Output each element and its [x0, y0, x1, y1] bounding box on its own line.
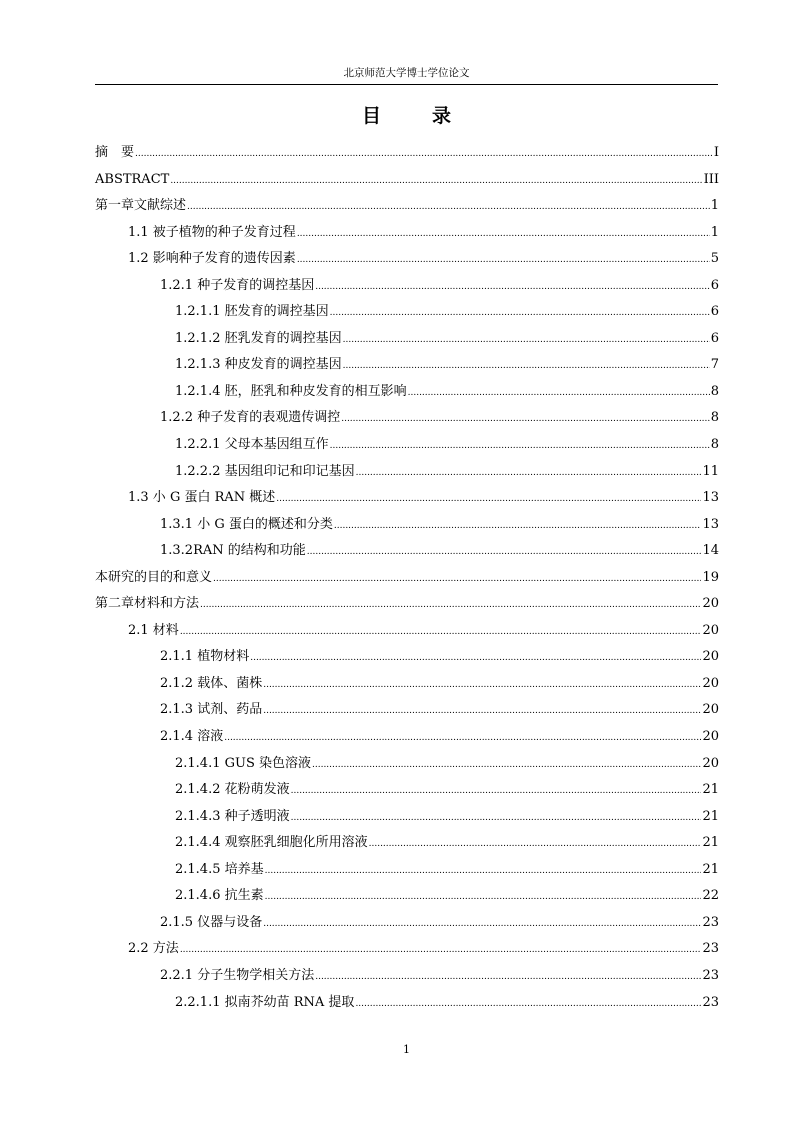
toc-entry-label: 2.1.4.1 GUS 染色溶液: [175, 755, 311, 771]
toc-entry-page: 20: [702, 755, 719, 771]
toc-entry[interactable]: [95, 644, 719, 671]
toc-entry[interactable]: [95, 432, 719, 459]
toc-entry-page: 23: [702, 967, 719, 983]
toc-entry-label: 2.1.2 载体、菌株: [160, 675, 263, 691]
toc-leader-dots: [341, 406, 710, 432]
toc-leader-dots: [180, 937, 702, 963]
toc-entry-label: 1.2.1.1 胚发育的调控基因: [175, 304, 329, 320]
toc-entry-label: 2.1.3 试剂、药品: [160, 702, 263, 718]
toc-leader-dots: [343, 353, 710, 379]
toc-entry-label: 2.2.1 分子生物学相关方法: [160, 967, 315, 983]
toc-entry[interactable]: [95, 883, 719, 910]
toc-entry[interactable]: [95, 246, 719, 273]
toc-entry-label: 1.3.1 小 G 蛋白的概述和分类: [160, 516, 333, 532]
toc-entry-label: 1.3.2RAN 的结构和功能: [160, 543, 306, 559]
toc-entry[interactable]: [95, 140, 719, 167]
toc-leader-dots: [291, 805, 702, 831]
toc-entry-label: 2.1.4.6 抗生素: [175, 888, 264, 904]
toc-entry[interactable]: [95, 405, 719, 432]
toc-entry-label: 1.2.1.3 种皮发育的调控基因: [175, 357, 342, 373]
toc-leader-dots: [355, 991, 701, 1017]
toc-leader-dots: [297, 221, 710, 247]
toc-leader-dots: [213, 566, 701, 592]
toc-leader-dots: [276, 486, 701, 512]
toc-entry-page: 5: [710, 251, 719, 267]
toc-entry[interactable]: [95, 591, 719, 618]
toc-entry-label: 1.2.1 种子发育的调控基因: [160, 277, 315, 293]
toc-entry-label: 1.2.2.2 基因组印记和印记基因: [175, 463, 355, 479]
toc-entry-label: 2.1.5 仪器与设备: [160, 914, 263, 930]
toc-entry[interactable]: [95, 485, 719, 512]
header-rule: [95, 84, 718, 85]
toc-entry-page: 23: [702, 941, 719, 957]
toc-leader-dots: [250, 645, 701, 671]
toc-entry-label: 1.3 小 G 蛋白 RAN 概述: [128, 490, 276, 506]
page-title: 目 录: [361, 105, 467, 127]
toc-entry-page: 20: [702, 622, 719, 638]
toc-leader-dots: [330, 300, 710, 326]
toc-entry-page: 21: [702, 861, 719, 877]
toc-entry-label: 摘 要: [95, 145, 135, 160]
toc-entry-page: 6: [710, 330, 719, 346]
toc-entry-page: 21: [702, 782, 719, 798]
toc-leader-dots: [263, 672, 701, 698]
toc-entry-page: 21: [702, 808, 719, 824]
toc-leader-dots: [312, 752, 701, 778]
toc-entry-page: 7: [710, 357, 719, 373]
toc-entry-page: 13: [702, 516, 719, 532]
toc-entry-page: 1: [710, 224, 719, 240]
toc-entry-label: 2.1 材料: [128, 622, 179, 638]
toc-leader-dots: [224, 725, 701, 751]
toc-entry[interactable]: [95, 167, 719, 194]
toc-entry-page: 8: [710, 410, 719, 426]
toc-entry-label: 1.2.2.1 父母本基因组互作: [175, 437, 329, 453]
toc-leader-dots: [180, 619, 702, 645]
toc-entry-page: 23: [702, 994, 719, 1010]
toc-entry[interactable]: [95, 857, 719, 884]
toc-leader-dots: [187, 194, 710, 220]
toc-entry-page: 21: [702, 835, 719, 851]
toc-leader-dots: [170, 168, 702, 194]
toc-entry-page: 8: [710, 437, 719, 453]
toc-entry-label: 第二章材料和方法: [95, 596, 200, 612]
toc-entry[interactable]: [95, 936, 719, 963]
toc-leader-dots: [307, 539, 702, 565]
toc-entry[interactable]: [95, 963, 719, 990]
toc-entry-page: 20: [702, 649, 719, 665]
toc-leader-dots: [334, 513, 702, 539]
toc-entry-label: 第一章文献综述: [95, 198, 187, 214]
toc-entry-label: 2.2 方法: [128, 941, 179, 957]
toc-entry-page: 1: [710, 198, 719, 214]
toc-leader-dots: [263, 698, 701, 724]
page-header: 北京师范大学博士学位论文: [343, 67, 470, 79]
toc-entry-label: 1.2.1.2 胚乳发育的调控基因: [175, 330, 342, 346]
toc-entry-page: 20: [702, 702, 719, 718]
toc-leader-dots: [408, 380, 710, 406]
toc-entry-page: 22: [702, 888, 719, 904]
toc-entry[interactable]: [95, 326, 719, 353]
page-number: 1: [403, 1043, 410, 1056]
toc-entry[interactable]: [95, 459, 719, 486]
toc-leader-dots: [263, 911, 701, 937]
toc-entry-label: 2.1.1 植物材料: [160, 649, 250, 665]
toc-leader-dots: [265, 884, 702, 910]
toc-entry[interactable]: [95, 379, 719, 406]
toc-entry-page: I: [713, 145, 719, 160]
toc-leader-dots: [356, 460, 702, 486]
toc-entry-page: 11: [702, 463, 719, 479]
toc-leader-dots: [135, 141, 713, 167]
toc-entry-label: 2.1.4.3 种子透明液: [175, 808, 290, 824]
toc-entry-label: 本研究的目的和意义: [95, 569, 213, 585]
toc-entry[interactable]: [95, 830, 719, 857]
toc-leader-dots: [330, 433, 710, 459]
toc-entry-label: 2.1.4 溶液: [160, 729, 224, 745]
toc-entry-page: 20: [702, 675, 719, 691]
toc-leader-dots: [315, 274, 710, 300]
toc-entry-label: 1.1 被子植物的种子发育过程: [128, 224, 296, 240]
toc-entry-label: 1.2.1.4 胚，胚乳和种皮发育的相互影响: [175, 383, 407, 399]
toc-entry-page: 13: [702, 490, 719, 506]
toc-entry-label: 2.1.4.4 观察胚乳细胞化所用溶液: [175, 835, 368, 851]
toc-entry-label: 2.1.4.2 花粉萌发液: [175, 782, 290, 798]
toc-entry-page: 6: [710, 277, 719, 293]
toc-entry-page: 20: [702, 729, 719, 745]
toc-leader-dots: [265, 858, 702, 884]
toc-entry-label: 2.1.4.5 培养基: [175, 861, 264, 877]
toc-entry-page: 23: [702, 914, 719, 930]
toc-entry[interactable]: [95, 618, 719, 645]
toc-entry[interactable]: [95, 565, 719, 592]
table-of-contents: [95, 140, 719, 1016]
toc-leader-dots: [369, 831, 702, 857]
toc-entry[interactable]: [95, 671, 719, 698]
toc-entry-page: 19: [702, 569, 719, 585]
toc-entry[interactable]: [95, 538, 719, 565]
toc-entry[interactable]: [95, 697, 719, 724]
toc-entry[interactable]: [95, 751, 719, 778]
toc-entry[interactable]: [95, 193, 719, 220]
toc-entry-label: 1.2.2 种子发育的表观遗传调控: [160, 410, 341, 426]
toc-entry[interactable]: [95, 220, 719, 247]
toc-entry-label: ABSTRACT: [95, 171, 170, 187]
toc-entry[interactable]: [95, 273, 719, 300]
toc-entry[interactable]: [95, 804, 719, 831]
toc-entry[interactable]: [95, 352, 719, 379]
toc-leader-dots: [297, 247, 710, 273]
toc-entry[interactable]: [95, 512, 719, 539]
toc-leader-dots: [291, 778, 702, 804]
toc-entry[interactable]: [95, 299, 719, 326]
toc-entry-page: III: [703, 171, 719, 187]
toc-leader-dots: [200, 592, 701, 618]
toc-leader-dots: [343, 327, 710, 353]
toc-entry-page: 14: [702, 543, 719, 559]
toc-leader-dots: [315, 964, 701, 990]
toc-entry[interactable]: [95, 777, 719, 804]
toc-entry[interactable]: [95, 724, 719, 751]
toc-entry-page: 6: [710, 304, 719, 320]
toc-entry-label: 1.2 影响种子发育的遗传因素: [128, 251, 296, 267]
toc-entry[interactable]: [95, 990, 719, 1017]
toc-entry-page: 8: [710, 383, 719, 399]
toc-entry[interactable]: [95, 910, 719, 937]
toc-entry-label: 2.2.1.1 拟南芥幼苗 RNA 提取: [175, 994, 355, 1010]
toc-entry-page: 20: [702, 596, 719, 612]
